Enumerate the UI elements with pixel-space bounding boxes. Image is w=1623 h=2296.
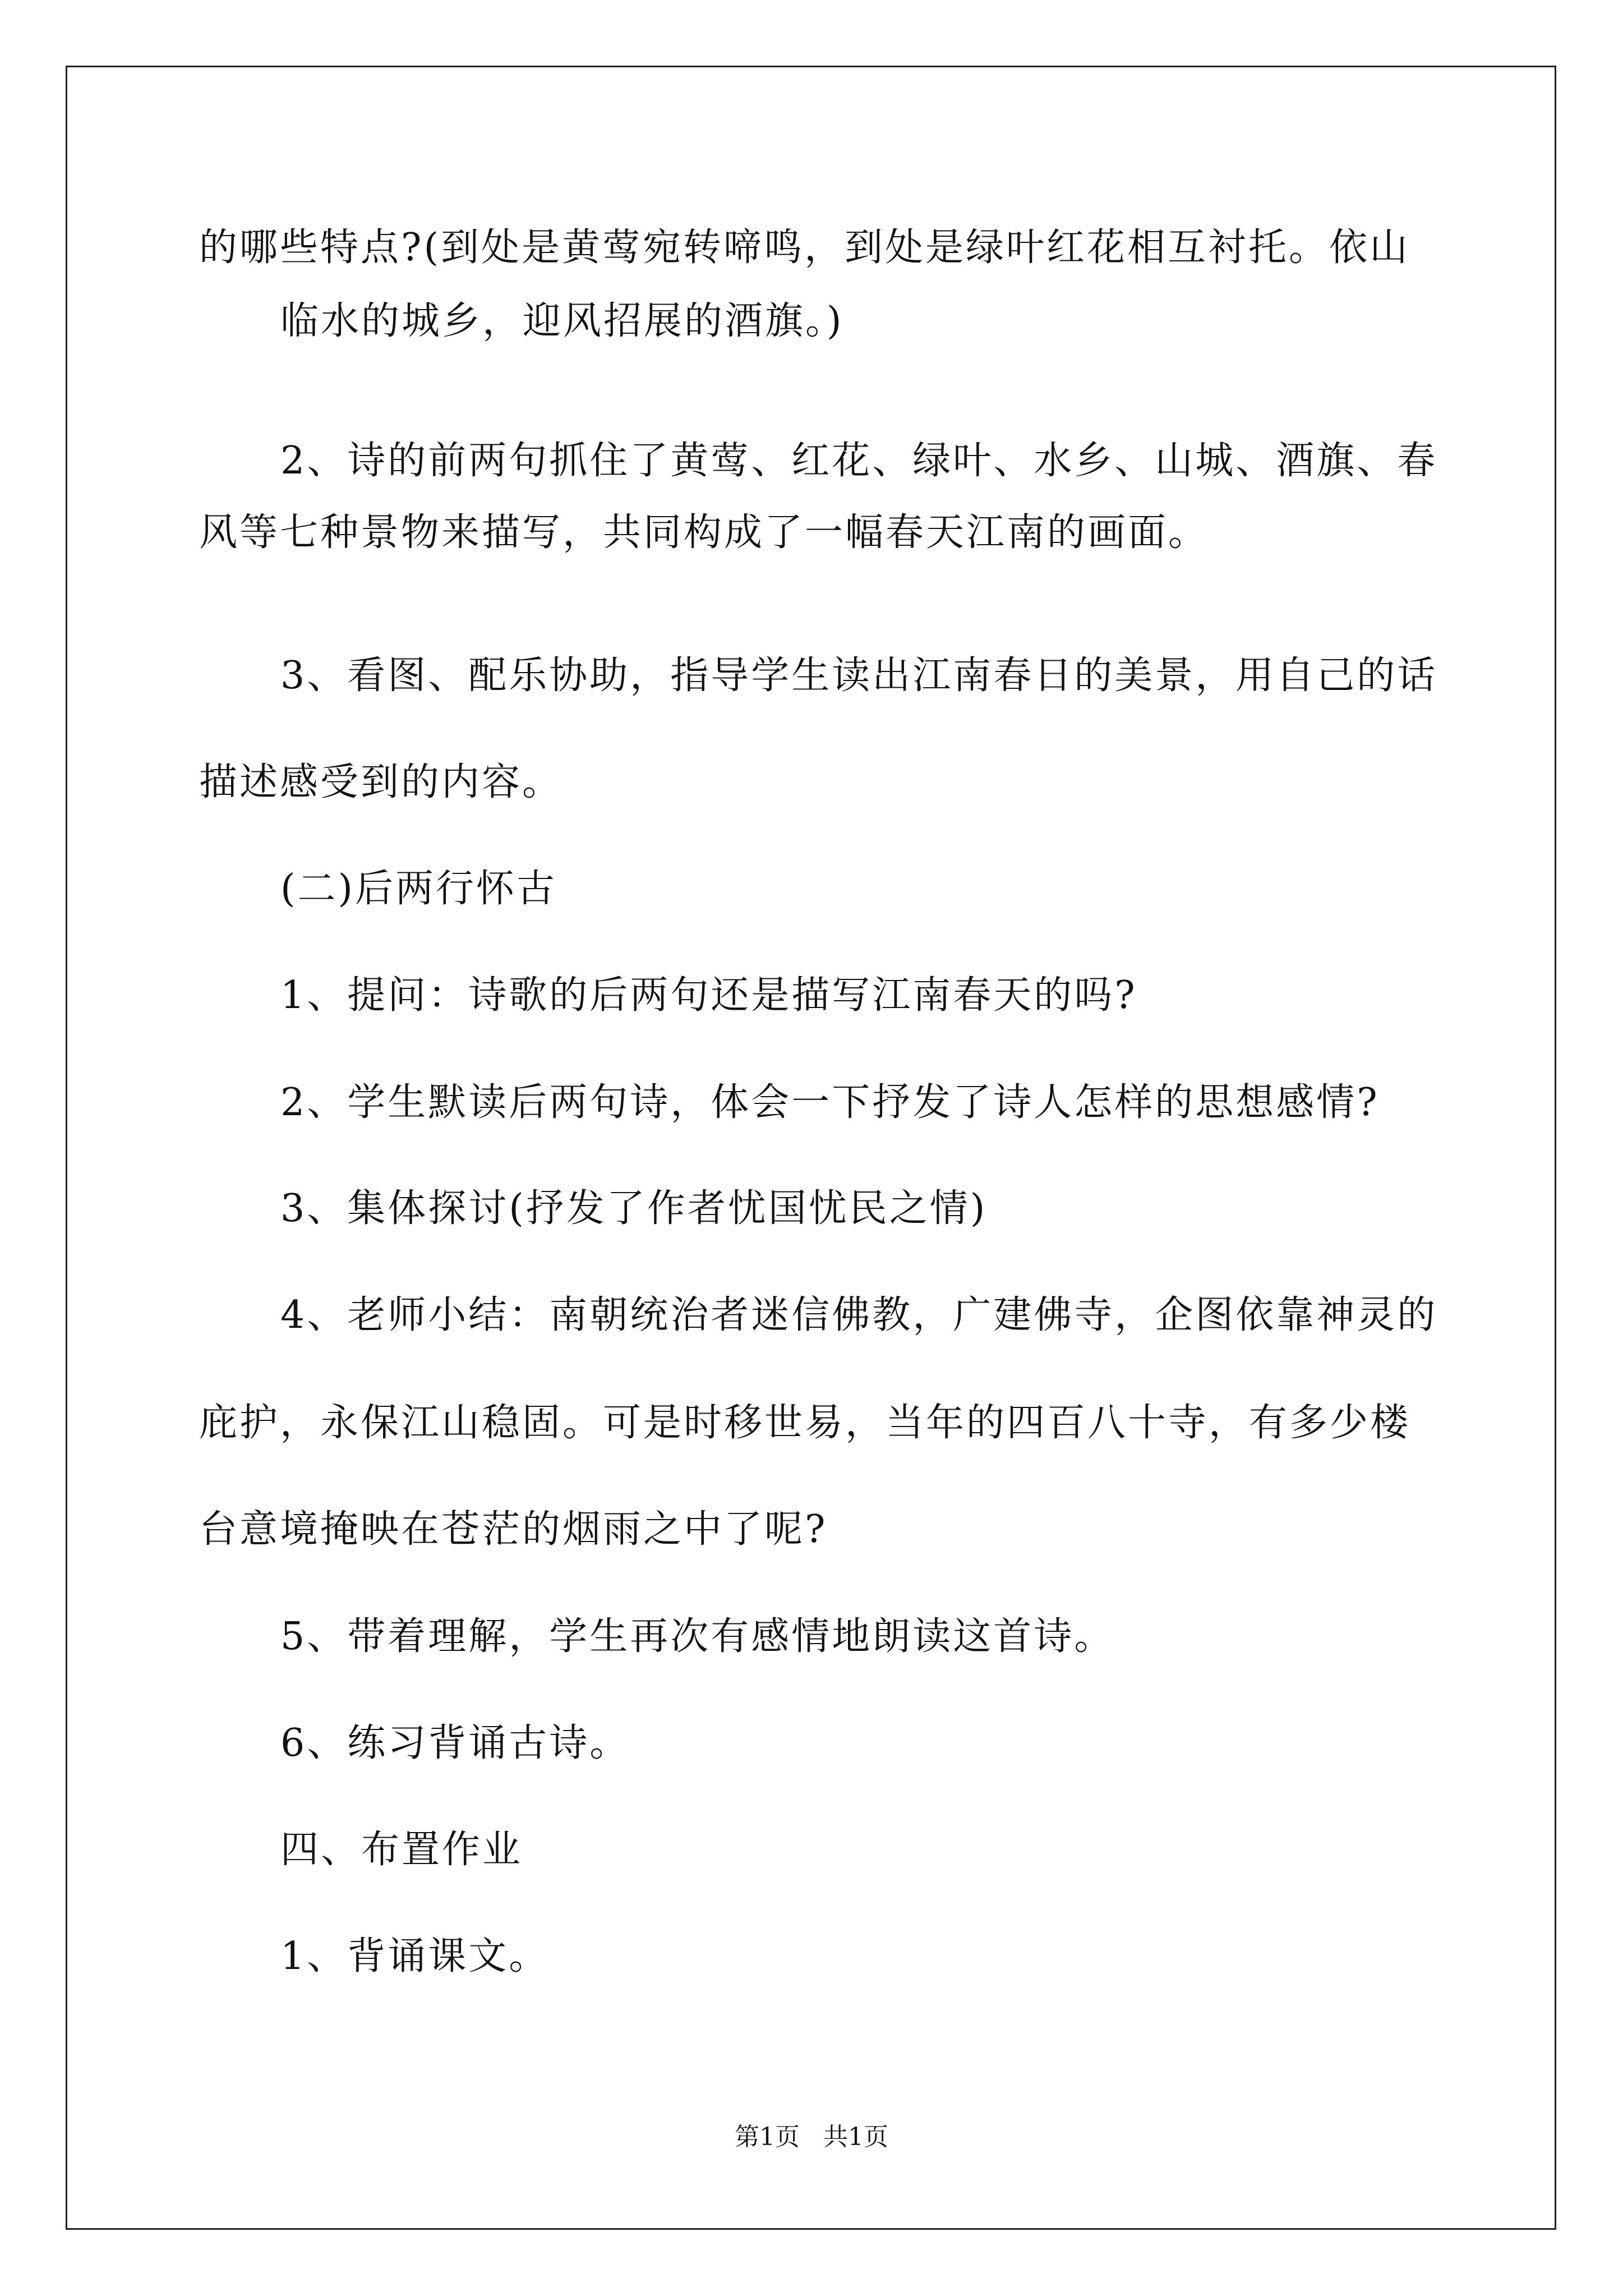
text-line-5: 3、看图、配乐协助，指导学生读出江南春日的美景，用自己的话 xyxy=(280,654,1438,698)
text-line-8: 1、提问：诗歌的后两句还是描写江南春天的吗? xyxy=(280,973,1137,1018)
text-line-1: 的哪些特点?(到处是黄莺宛转啼鸣，到处是绿叶红花相互衬托。依山 xyxy=(199,226,1410,270)
text-line-2: 临水的城乡，迎风招展的酒旗。) xyxy=(280,299,844,343)
text-line-9: 2、学生默读后两句诗，体会一下抒发了诗人怎样的思想感情? xyxy=(280,1080,1380,1125)
text-line-4: 风等七种景物来描写，共同构成了一幅春天江南的画面。 xyxy=(199,510,1209,555)
text-line-13: 台意境掩映在苍茫的烟雨之中了呢? xyxy=(199,1507,828,1552)
text-line-16: 四、布置作业 xyxy=(280,1828,523,1872)
text-line-10: 3、集体探讨(抒发了作者忧国忧民之情) xyxy=(280,1186,988,1231)
text-line-7: (二)后两行怀古 xyxy=(280,867,557,911)
text-line-3: 2、诗的前两句抓住了黄莺、红花、绿叶、水乡、山城、酒旗、春 xyxy=(280,439,1438,483)
text-line-15: 6、练习背诵古诗。 xyxy=(280,1721,630,1765)
page-footer: 第1页 共1页 xyxy=(735,2123,888,2151)
text-line-6: 描述感受到的内容。 xyxy=(199,760,563,804)
page-border xyxy=(66,66,1556,2230)
text-line-12: 庇护，永保江山稳固。可是时移世易，当年的四百八十寺，有多少楼 xyxy=(199,1401,1411,1445)
text-line-11: 4、老师小结：南朝统治者迷信佛教，广建佛寺，企图依靠神灵的 xyxy=(280,1293,1438,1337)
text-line-17: 1、背诵课文。 xyxy=(280,1934,550,1978)
text-line-14: 5、带着理解，学生再次有感情地朗读这首诗。 xyxy=(280,1614,1115,1659)
